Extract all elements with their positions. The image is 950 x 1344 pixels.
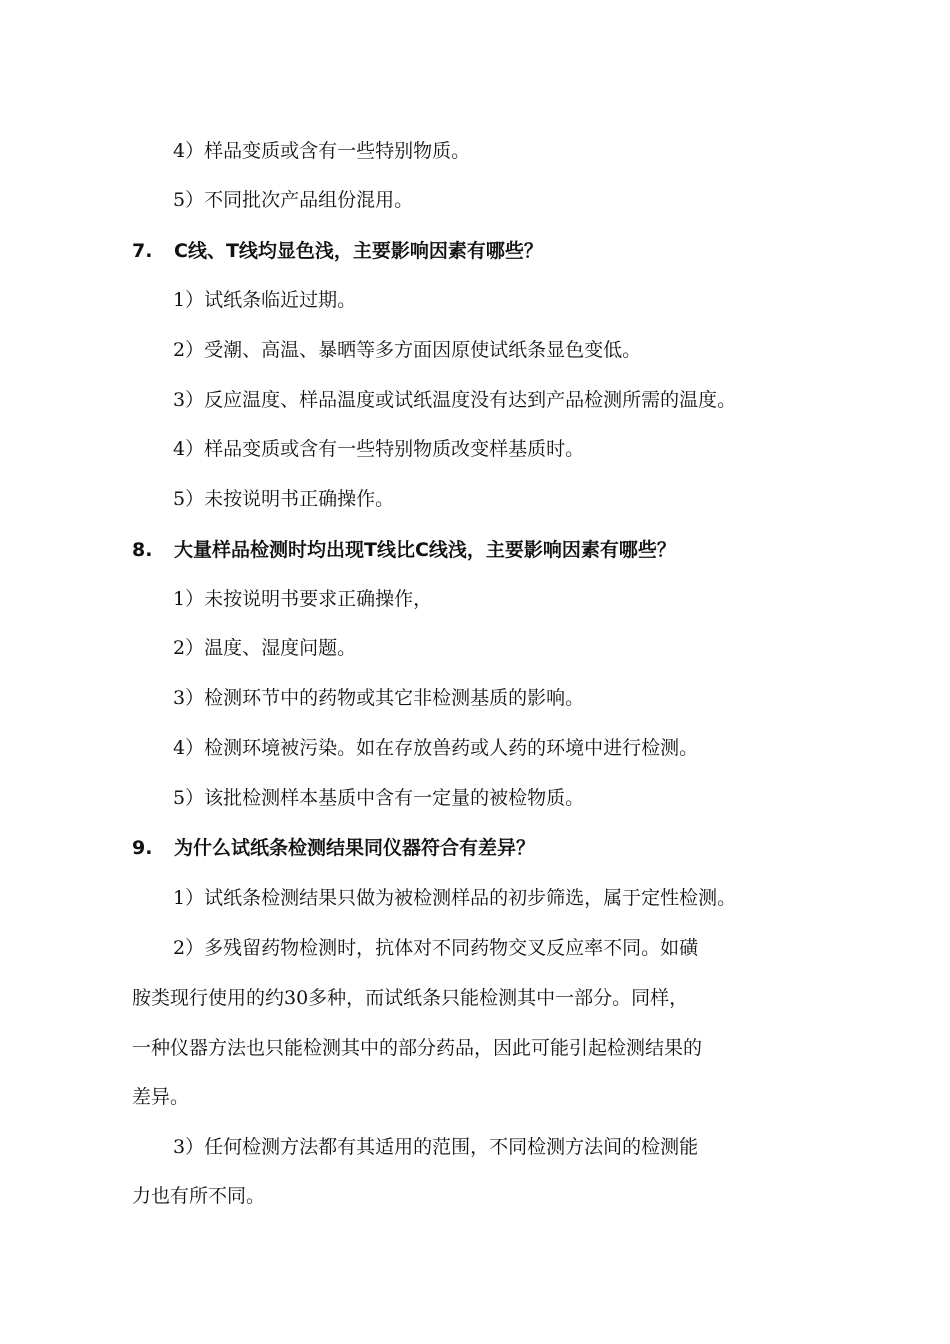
question-heading-8	[132, 538, 676, 562]
question-number: 7.	[132, 240, 153, 262]
list-item: 1）试纸条检测结果只做为被检测样品的初步筛选，属于定性检测。	[173, 887, 737, 909]
list-item: 5）未按说明书正确操作。	[173, 488, 395, 510]
paragraph-line: 胺类现行使用的约30多种，而试纸条只能检测其中一部分。同样，	[132, 987, 689, 1009]
paragraph-line: 差异。	[132, 1086, 190, 1108]
question-number: 8.	[132, 539, 153, 561]
list-item: 5）不同批次产品组份混用。	[173, 189, 414, 211]
paragraph-line: 力也有所不同。	[132, 1185, 266, 1207]
list-item: 3）反应温度、样品温度或试纸温度没有达到产品检测所需的温度。	[173, 389, 737, 411]
question-text: C线、T线均显色浅，主要影响因素有哪些？	[174, 240, 543, 262]
list-item: 3）任何检测方法都有其适用的范围，不同检测方法间的检测能	[173, 1136, 699, 1158]
list-item: 4）检测环境被污染。如在存放兽药或人药的环境中进行检测。	[173, 737, 699, 759]
question-text: 大量样品检测时均出现T线比C线浅，主要影响因素有哪些？	[174, 539, 676, 561]
question-number: 9.	[132, 837, 153, 859]
paragraph-line: 一种仪器方法也只能检测其中的部分药品，因此可能引起检测结果的	[132, 1037, 703, 1059]
list-item: 5）该批检测样本基质中含有一定量的被检物质。	[173, 787, 585, 809]
list-item: 2）受潮、高温、暴晒等多方面因原使试纸条显色变低。	[173, 339, 642, 361]
list-item: 1）试纸条临近过期。	[173, 289, 357, 311]
list-item: 3）检测环节中的药物或其它非检测基质的影响。	[173, 687, 585, 709]
question-heading-7	[132, 239, 543, 263]
list-item: 2）温度、湿度问题。	[173, 637, 357, 659]
list-item: 2）多残留药物检测时，抗体对不同药物交叉反应率不同。如磺	[173, 937, 699, 959]
question-heading-9	[132, 836, 535, 860]
question-text: 为什么试纸条检测结果同仪器符合有差异？	[174, 837, 536, 859]
list-item: 4）样品变质或含有一些特别物质。	[173, 140, 471, 162]
list-item: 4）样品变质或含有一些特别物质改变样基质时。	[173, 438, 585, 460]
list-item: 1）未按说明书要求正确操作，	[173, 588, 433, 610]
